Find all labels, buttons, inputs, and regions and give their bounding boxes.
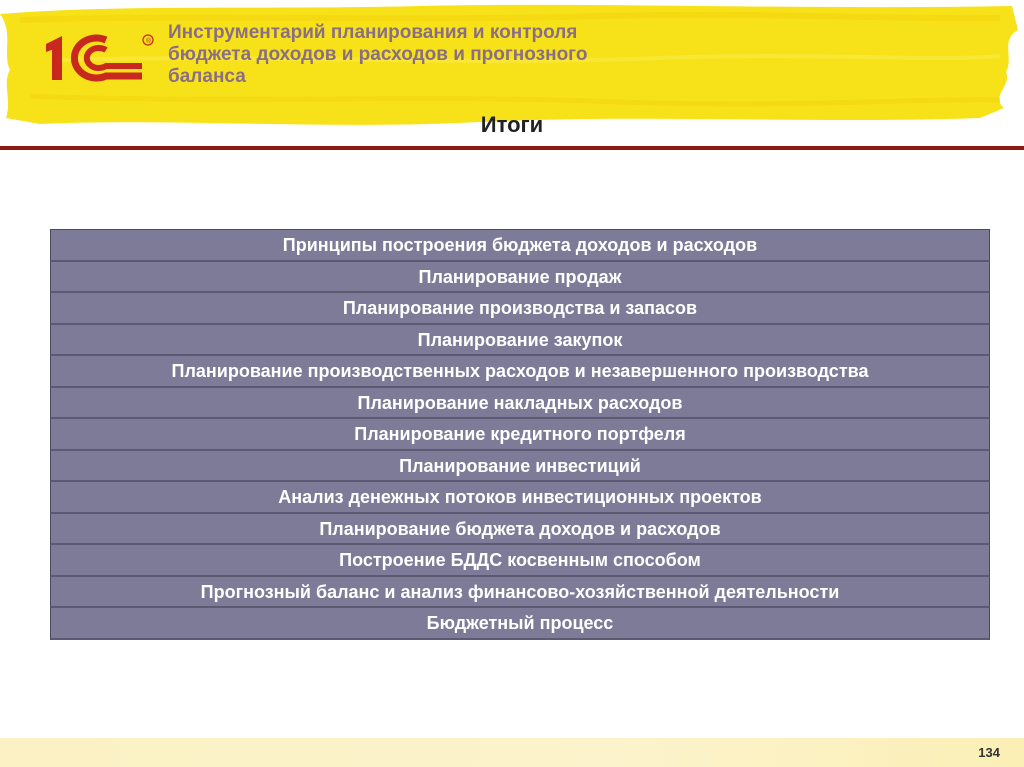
topics-table: [50, 229, 990, 640]
topic-row: Планирование накладных расходов: [50, 388, 990, 420]
logo-1c-icon: [46, 30, 158, 84]
footer-band: [0, 738, 1024, 767]
topic-row: Прогнозный баланс и анализ финансово-хозяйственной деятельности: [50, 577, 990, 609]
title-line-1: Инструментарий планирования и контроля: [168, 22, 578, 43]
header-divider: [0, 146, 1024, 150]
topic-row: Принципы построения бюджета доходов и расходов: [50, 230, 990, 262]
topic-row: Построение БДДС косвенным способом: [50, 545, 990, 577]
page-number: 134: [978, 745, 1000, 760]
topic-row: Планирование закупок: [50, 325, 990, 357]
logo-registered-mark: ®: [146, 38, 152, 45]
topic-row: Планирование бюджета доходов и расходов: [50, 514, 990, 546]
topic-row: Бюджетный процесс: [50, 608, 990, 640]
section-title: Итоги: [480, 112, 544, 137]
topic-row: Анализ денежных потоков инвестиционных проектов: [50, 482, 990, 514]
title-line-3: баланса: [168, 66, 246, 87]
topic-row: Планирование производства и запасов: [50, 293, 990, 325]
topic-row: Планирование продаж: [50, 262, 990, 294]
title-line-2: бюджета доходов и расходов и прогнозного: [168, 44, 588, 65]
presentation-title: [168, 22, 728, 88]
topic-row: Планирование кредитного портфеля: [50, 419, 990, 451]
topic-row: Планирование производственных расходов и незавершенного производства: [50, 356, 990, 388]
topic-row: Планирование инвестиций: [50, 451, 990, 483]
